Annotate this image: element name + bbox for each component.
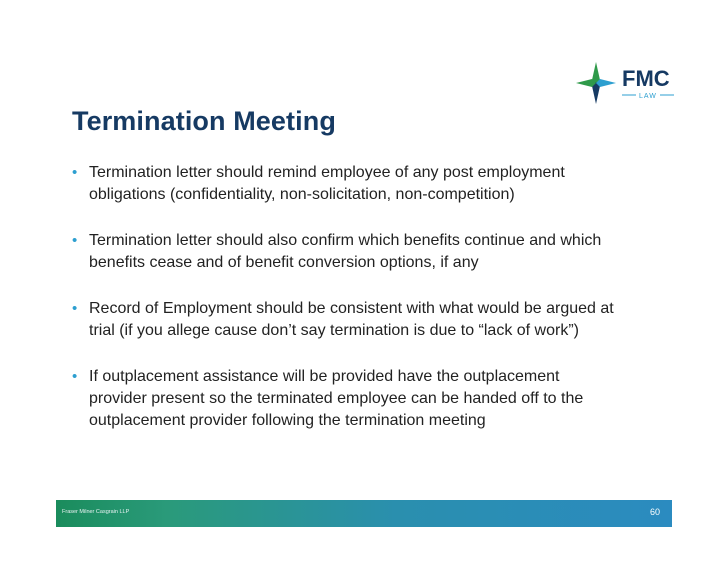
page-number: 60 bbox=[649, 507, 660, 517]
footer-firm-name: Fraser Milner Casgrain LLP bbox=[62, 509, 130, 515]
bullet-line: Record of Employment should be consistent with what would be argued at bbox=[89, 300, 614, 317]
bullet-item bbox=[72, 162, 672, 206]
bullet-marker-icon: • bbox=[72, 164, 78, 181]
bullet-item bbox=[72, 298, 672, 342]
bullet-item bbox=[72, 366, 672, 432]
logo-name: FMC bbox=[622, 66, 670, 91]
compass-star-icon bbox=[574, 60, 684, 106]
slide-title: Termination Meeting bbox=[72, 106, 336, 136]
bullet-list bbox=[72, 162, 672, 456]
footer-bar bbox=[56, 500, 672, 527]
bullet-line: Termination letter should remind employee of any post employment bbox=[89, 164, 565, 181]
bullet-marker-icon: • bbox=[72, 368, 78, 385]
bullet-marker-icon: • bbox=[72, 232, 78, 249]
bullet-line: If outplacement assistance will be provided have the outplacement bbox=[89, 368, 560, 385]
bullet-line: benefits cease and of benefit conversion options, if any bbox=[89, 254, 479, 271]
bullet-line: outplacement provider following the termination meeting bbox=[89, 412, 486, 429]
bullet-line: trial (if you allege cause don’t say termination is due to “lack of work”) bbox=[89, 322, 579, 339]
bullet-line: provider present so the terminated employee can be handed off to the bbox=[89, 390, 584, 407]
bullet-line: obligations (confidentiality, non-solicitation, non-competition) bbox=[89, 186, 515, 203]
fmc-law-logo bbox=[574, 60, 684, 106]
bullet-item bbox=[72, 230, 672, 274]
bullet-marker-icon: • bbox=[72, 300, 78, 317]
bullet-line: Termination letter should also confirm which benefits continue and which bbox=[89, 232, 602, 249]
logo-sub: LAW bbox=[639, 93, 657, 100]
